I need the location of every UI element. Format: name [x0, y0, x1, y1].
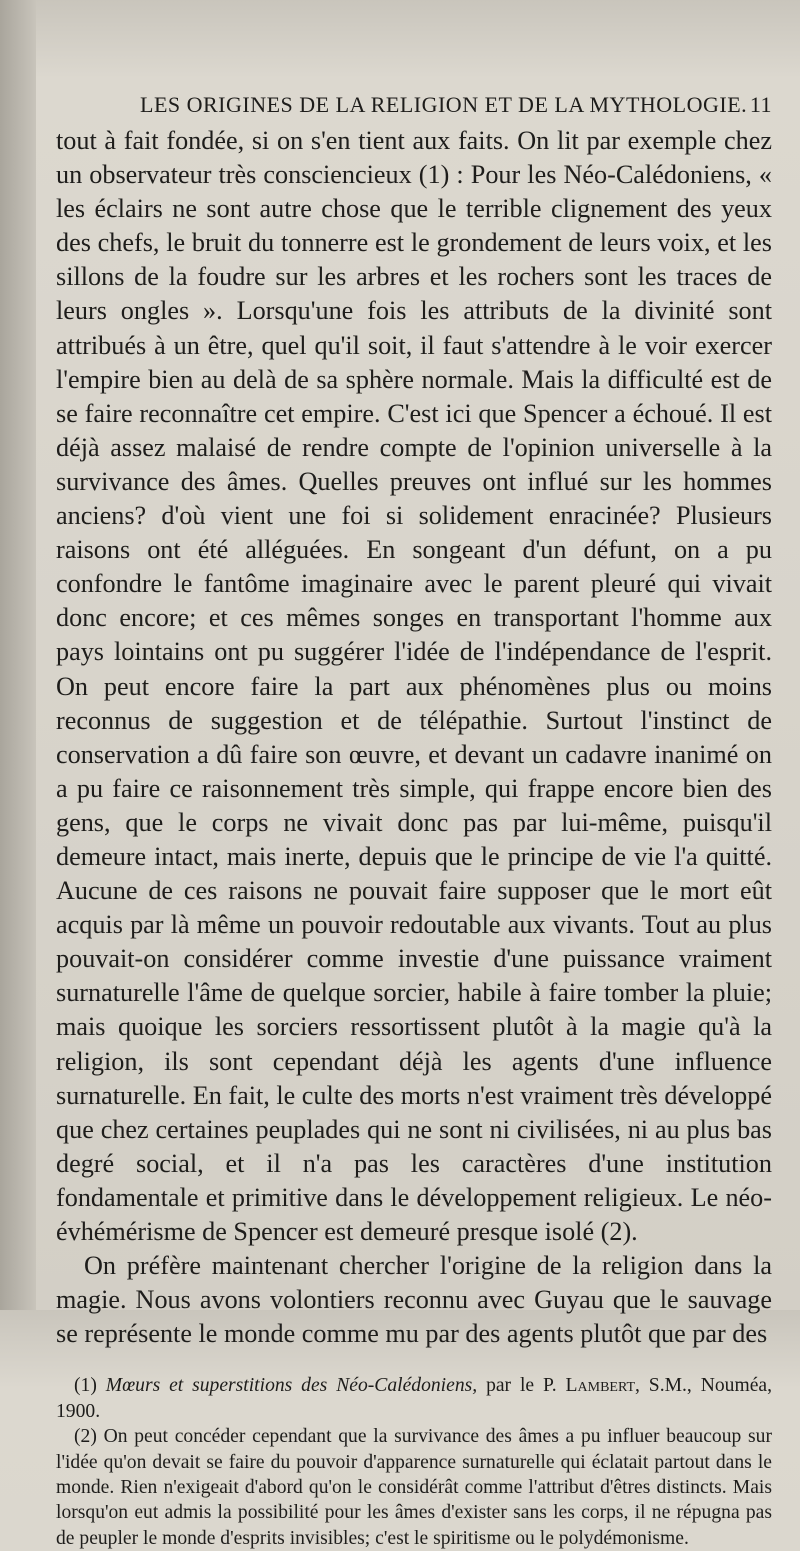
body-text: [56, 124, 772, 1351]
footnote-1-title: Mœurs et superstitions des Néo-Calédoniens,: [105, 1375, 478, 1397]
footnotes: [56, 1373, 772, 1551]
paragraph-2: On préfère maintenant chercher l'origine de la religion dans la magie. Nous avons volontiers reconnu avec Guyau que le sauvage se représente le monde comme mu par des agents plutôt que par des: [56, 1251, 772, 1349]
book-page: [56, 88, 772, 1551]
running-head-title: LES ORIGINES DE LA RELIGION ET DE LA MYTHOLOGIE.: [140, 92, 748, 117]
footnote-1-marker: (1): [74, 1375, 97, 1397]
footnote-1-author: Lambert: [565, 1375, 636, 1397]
footnote-1: [56, 1373, 772, 1424]
footnote-2: (2) On peut concéder cependant que la survivance des âmes a pu influer beaucoup sur l'idée qu'on devait se faire du pouvoir d'apparence surnaturelle qui éclatait partout dans le monde. Rien n'exigeait d'abord qu'on le considérât comme l'attribut d'êtres distincts. Mais lorsqu'on eut admis la possibilité pour les âmes d'exister sans les corps, il ne répugna pas de peupler le monde d'esprits invisibles; c'est le spiritisme ou le polydémonisme.: [56, 1426, 772, 1549]
paragraph-1: tout à fait fondée, si on s'en tient aux faits. On lit par exemple chez un observateur très consciencieux (1) : Pour les Néo-Calédoniens, « les éclairs ne sont autre chose que le terrible clignement des yeux des chefs, le bruit du tonnerre est le grondement de leurs voix, et les sillons de la foudre sur les arbres et les rochers sont les traces de leurs ongles ». Lorsqu'une fois les attributs de la divinité sont attribués à un être, quel qu'il soit, il faut s'attendre à le voir exercer l'empire bien au delà de sa sphère normale. Mais la difficulté est de se faire reconnaître cet empire. C'est ici que Spencer a échoué. Il est déjà assez malaisé de rendre compte de l'opinion universelle à la survivance des âmes. Quelles preuves ont influé sur les hommes anciens? d'où vient une foi si solidement enracinée? Plusieurs raisons ont été alléguées. En songeant d'un défunt, on a pu confondre le fantôme imaginaire avec le parent pleuré qui vivait donc encore; et ces mêmes songes en transportant l'homme aux pays lointains ont pu suggérer l'idée de l'indépendance de l'esprit. On peut encore faire la part aux phénomènes plus ou moins reconnus de suggestion et de télépathie. Surtout l'instinct de conservation a dû faire son œuvre, et devant un cadavre inanimé on a pu faire ce raisonnement très simple, qui frappe encore bien des gens, que le corps ne vivait donc pas par lui-même, puisqu'il demeure intact, mais inerte, depuis que le principe de vie l'a quitté. Aucune de ces raisons ne pouvait faire supposer que le mort eût acquis par là même un pouvoir redoutable aux vivants. Tout au plus pouvait-on considérer comme investie d'une puissance vraiment surnaturelle l'âme de quelque sorcier, habile à faire tomber la pluie; mais quoique les sorciers ressortissent plutôt à la magie qu'à la religion, ils sont cependant déjà les agents d'une influence surnaturelle. En fait, le culte des morts n'est vraiment très développé que chez certaines peuplades qui ne sont ni civilisées, ni au plus bas degré social, et il n'a pas les caractères d'une institution fondamentale et primitive dans le développement religieux. Le néo-évhémérisme de Spencer est demeuré presque isolé (2).: [56, 126, 772, 1246]
footnote-1-by: par le P.: [486, 1375, 557, 1397]
footnote-1-rest: , S.M., Nouméa, 1900.: [56, 1375, 772, 1422]
book-gutter-edge: [0, 0, 36, 1310]
page-number: 11: [749, 92, 772, 117]
running-head: [56, 88, 772, 118]
